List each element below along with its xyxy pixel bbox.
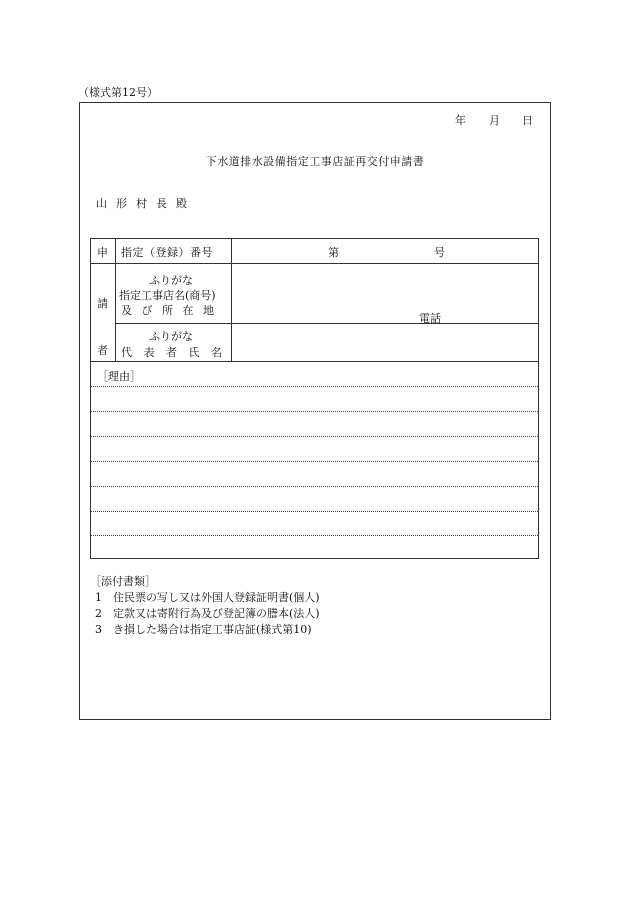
registration-prefix: 第 xyxy=(328,246,339,259)
date-day-label: 日 xyxy=(522,114,533,127)
reason-line xyxy=(91,535,538,536)
form-number: （様式第12号） xyxy=(78,86,158,99)
date-year-label: 年 xyxy=(455,114,466,127)
reason-line xyxy=(91,411,538,412)
side-label-sei: 請 xyxy=(97,297,108,310)
registration-suffix: 号 xyxy=(434,246,445,259)
attachment-item: 2 定款又は寄附行為及び登記簿の謄本(法人) xyxy=(95,607,320,620)
date-month-label: 月 xyxy=(489,114,500,127)
representative-name-label: 代 表 者 氏 名 xyxy=(121,346,226,359)
phone-label: 電話 xyxy=(419,312,441,325)
reason-label: ［理由］ xyxy=(97,370,141,383)
addressee: 山形村長殿 xyxy=(96,197,196,210)
side-label-sha: 者 xyxy=(97,344,108,357)
store-name-label: 指定工事店名(商号) xyxy=(119,289,216,302)
side-label-shin: 申 xyxy=(97,246,108,259)
reason-line xyxy=(91,461,538,462)
attachments-title: ［添付書類］ xyxy=(90,575,156,588)
address-label: 及 び 所 在 地 xyxy=(121,304,217,317)
registration-number-label: 指定（登録）番号 xyxy=(121,246,213,259)
rep-furigana-label: ふりがな xyxy=(149,330,193,343)
document-title: 下水道排水設備指定工事店証再交付申請書 xyxy=(205,155,425,168)
row-divider xyxy=(91,263,538,264)
row-divider xyxy=(91,361,538,362)
reason-line xyxy=(91,436,538,437)
reason-line xyxy=(91,486,538,487)
store-furigana-label: ふりがな xyxy=(149,274,193,287)
column-divider xyxy=(115,239,116,361)
reason-line xyxy=(91,511,538,512)
attachment-item: 1 住民票の写し又は外国人登録証明書(個人) xyxy=(95,591,320,604)
row-divider xyxy=(115,323,538,324)
application-table xyxy=(90,238,539,559)
reason-line xyxy=(91,386,538,387)
column-divider xyxy=(231,239,232,361)
attachment-item: 3 き損した場合は指定工事店証(様式第10) xyxy=(95,623,312,636)
